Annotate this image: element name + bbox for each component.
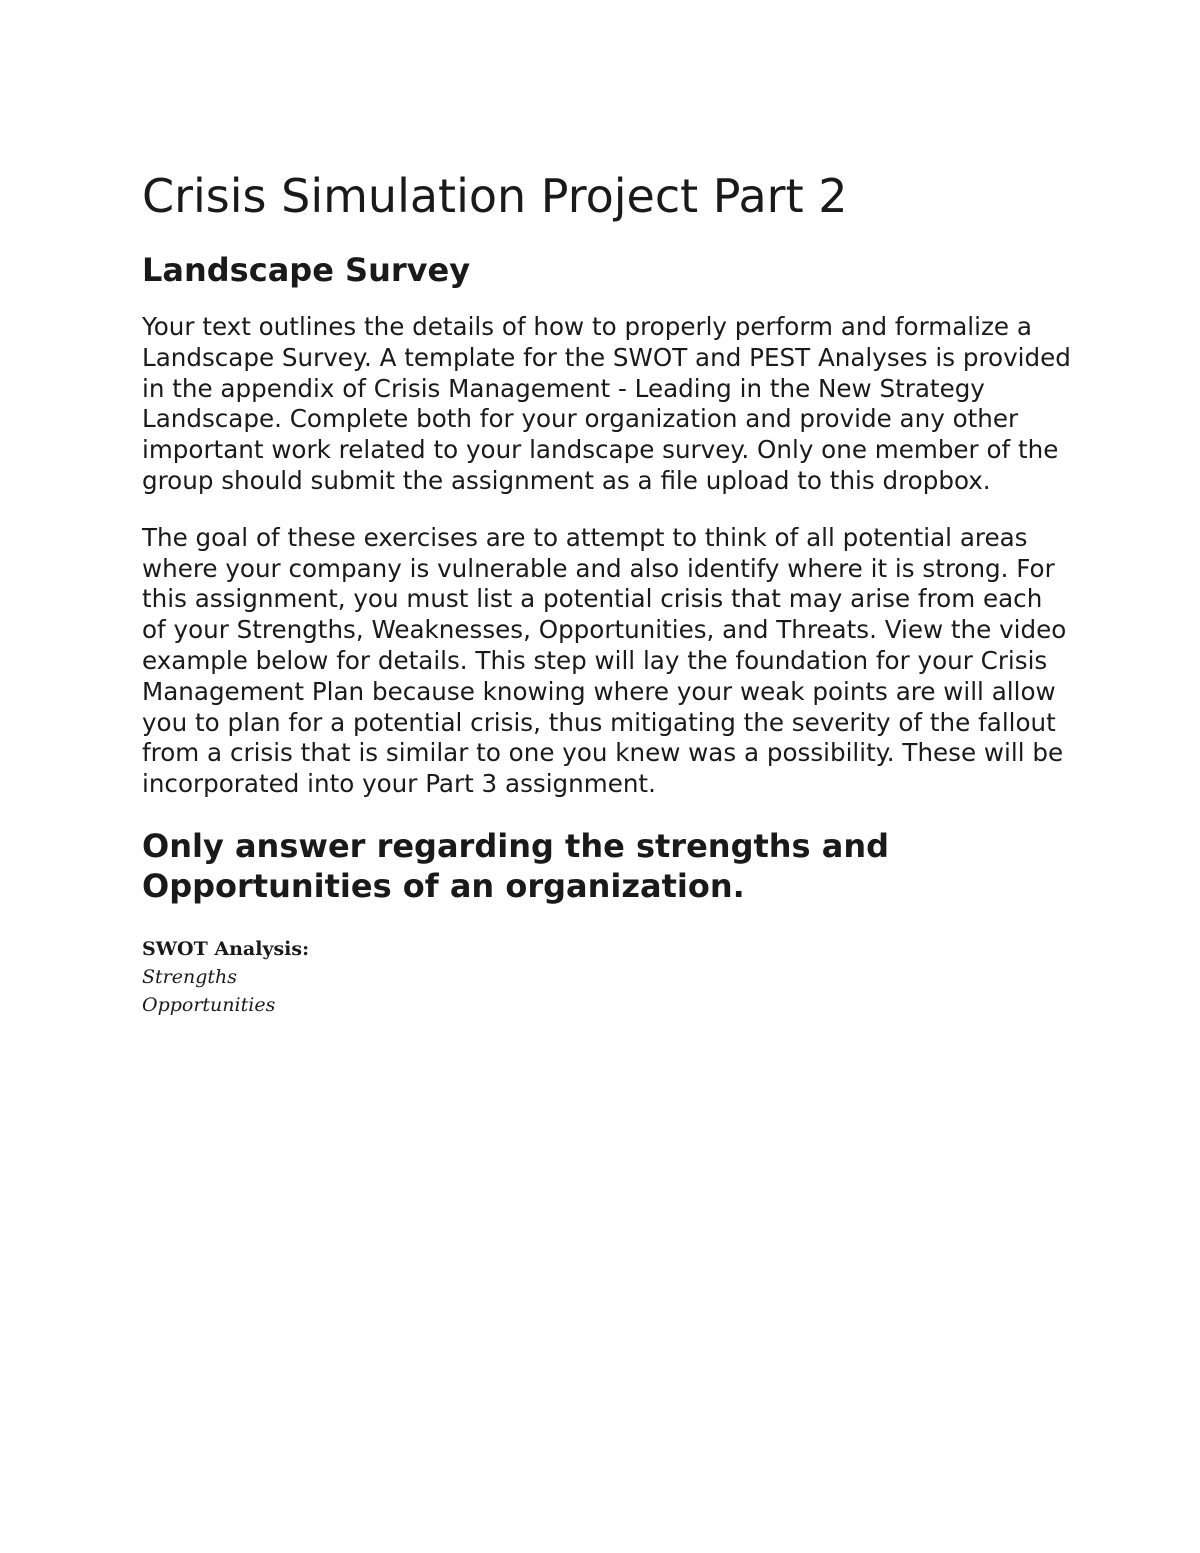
document-page	[142, 168, 1072, 1019]
instruction-heading: Only answer regarding the strengths and Opportunities of an organization.	[142, 826, 890, 905]
body-paragraph-goal: The goal of these exercises are to attempt to think of all potential areas where your company is vulnerable and also identify where it is strong. For this assignment, you must list a potential crisis that may arise from each of your Strengths, Weaknesses, Opportunities, and Threats. View the video example below for details. This step will lay the foundation for your Crisis Management Plan because knowing where your weak points are will allow you to plan for a potential crisis, thus mitigating the severity of the fallout from a crisis that is similar to one you knew was a possibility. These will be incorporated into your Part 3 assignment.	[142, 522, 1067, 799]
body-paragraph-intro: Your text outlines the details of how to properly perform and formalize a Landscape Survey. A template for the SWOT and PEST Analyses is provided in the appendix of Crisis Management - Leading in the New Strategy Landscape. Complete both for your organization and provide any other important work related to your landscape survey. Only one member of the group should submit the assignment as a file upload to this dropbox.	[142, 312, 1071, 495]
section-heading-landscape-survey: Landscape Survey	[142, 251, 471, 289]
swot-label: SWOT Analysis:	[142, 937, 310, 960]
swot-item-opportunities: Opportunities	[142, 993, 276, 1016]
swot-item-strengths: Strengths	[142, 965, 237, 988]
document-title: Crisis Simulation Project Part 2	[142, 169, 848, 223]
swot-analysis-section	[142, 936, 1072, 1019]
